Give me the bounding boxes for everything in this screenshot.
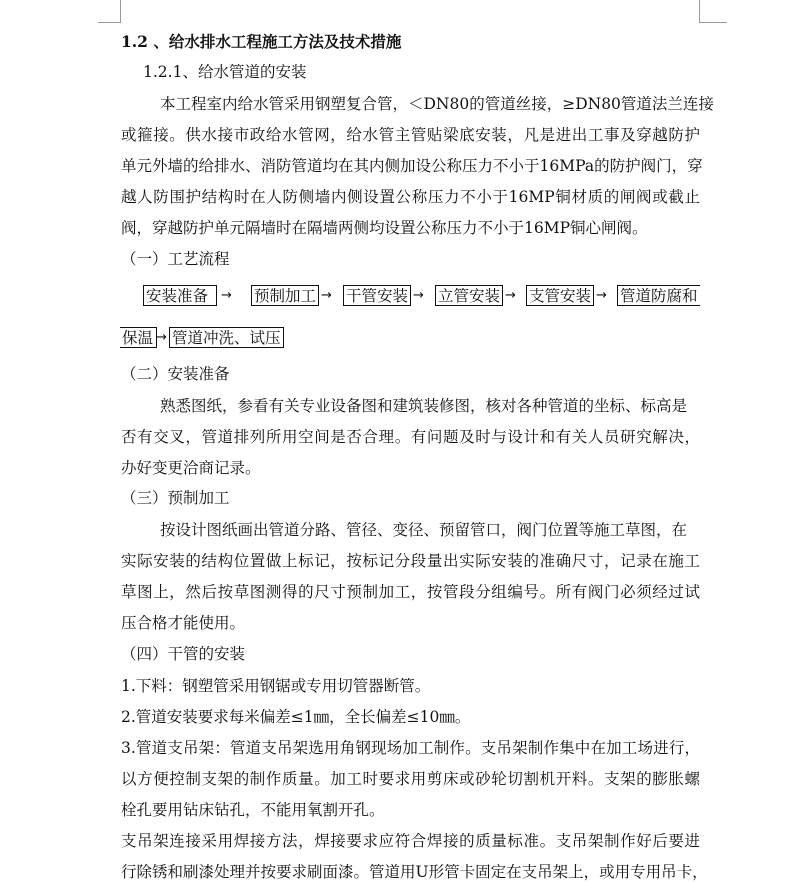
flow-step-insulation: 保温 [120,327,157,348]
intro-line: 或箍接。供水接市政给水管网，给水管主管贴梁底安装，凡是进出工事及穿越防护 [121,126,700,144]
prep-line: 办好变更洽商记录。 [121,459,261,477]
prep-line: 熟悉图纸，参看有关专业设备图和建筑装修图，核对各种管道的坐标、标高是 [160,397,688,415]
heading-main-pipe: （四）干管的安装 [121,645,246,663]
intro-line: 阀，穿越防护单元隔墙时在隔墙两侧均设置公称压力不小于16MP铜心闸阀。 [121,219,648,237]
intro-line: 本工程室内给水管采用钢塑复合管，＜DN80的管道丝接，≥DN80管道法兰连接 [160,95,714,113]
flow-arrow-icon: → [596,288,607,303]
flow-step-riser: 立管安装 [435,285,503,306]
prefab-line: 草图上，然后按草图测得的尺寸预制加工，按管段分组编号。所有阀门必须经过试 [121,583,700,601]
flow-arrow-icon: → [221,288,232,303]
flow-arrow-icon: → [413,288,424,303]
prep-line: 否有交叉，管道排列所用空间是否合理。有问题及时与设计和有关人员研究解决， [121,428,700,446]
flow-step-anticorrosion: 管道防腐和 [617,285,700,306]
heading-install-prep: （二）安装准备 [121,365,230,383]
crop-mark-top-left-horizontal [98,22,121,23]
heading-prefab: （三）预制加工 [121,489,230,507]
tail-line: 支吊架连接采用焊接方法，焊接要求应符合焊接的质量标准。支吊架制作好后要进 [121,832,700,850]
list-item-supports: 栓孔要用钻床钻孔，不能用氧割开孔。 [121,801,385,819]
prefab-line: 实际安装的结构位置做上标记，按标记分段量出实际安装的准确尺寸，记录在施工 [121,552,700,570]
list-item-tolerance: 2.管道安装要求每米偏差≤1㎜，全长偏差≤10㎜。 [121,708,471,726]
flow-step-flush-test: 管道冲洗、试压 [169,327,284,348]
heading-process-flow: （一）工艺流程 [121,250,230,268]
flow-step-main-pipe: 干管安装 [343,285,411,306]
prefab-line: 按设计图纸画出管道分路、管径、变径、预留管口，阀门位置等施工草图，在 [160,521,688,539]
list-item-supports: 3.管道支吊架：管道支吊架选用角钢现场加工制作。支吊架制作集中在加工场进行， [121,739,700,757]
intro-line: 越人防围护结构时在人防侧墙内侧设置公称压力不小于16MP铜材质的闸阀或截止 [121,188,700,206]
subsection-title: 1.2.1、给水管道的安装 [143,63,307,81]
section-title: 1.2 、给水排水工程施工方法及技术措施 [121,32,402,51]
flow-step-install-prep: 安装准备 [143,285,217,306]
crop-mark-top-left-vertical [120,0,121,22]
crop-mark-top-right-horizontal [699,22,727,23]
list-item-cutting: 1.下料：钢塑管采用钢锯或专用切管器断管。 [121,677,431,695]
flow-step-prefab: 预制加工 [251,285,319,306]
flow-arrow-icon: → [505,288,516,303]
intro-line: 单元外墙的给排水、消防管道均在其内侧加设公称压力不小于16MPa的防护阀门，穿 [121,157,703,175]
list-item-supports: 以方便控制支架的制作质量。加工时要求用剪床或砂轮切割机开料。支架的膨胀螺 [121,770,700,788]
prefab-line: 压合格才能使用。 [121,614,246,632]
flow-arrow-icon: → [321,288,332,303]
flow-arrow-icon: → [156,330,167,345]
flow-step-branch: 支管安装 [526,285,594,306]
tail-line: 行除锈和刷漆处理并按要求刷面漆。管道用U形管卡固定在支吊架上，或用专用吊卡， [121,863,708,881]
crop-mark-top-right-vertical [699,0,700,22]
